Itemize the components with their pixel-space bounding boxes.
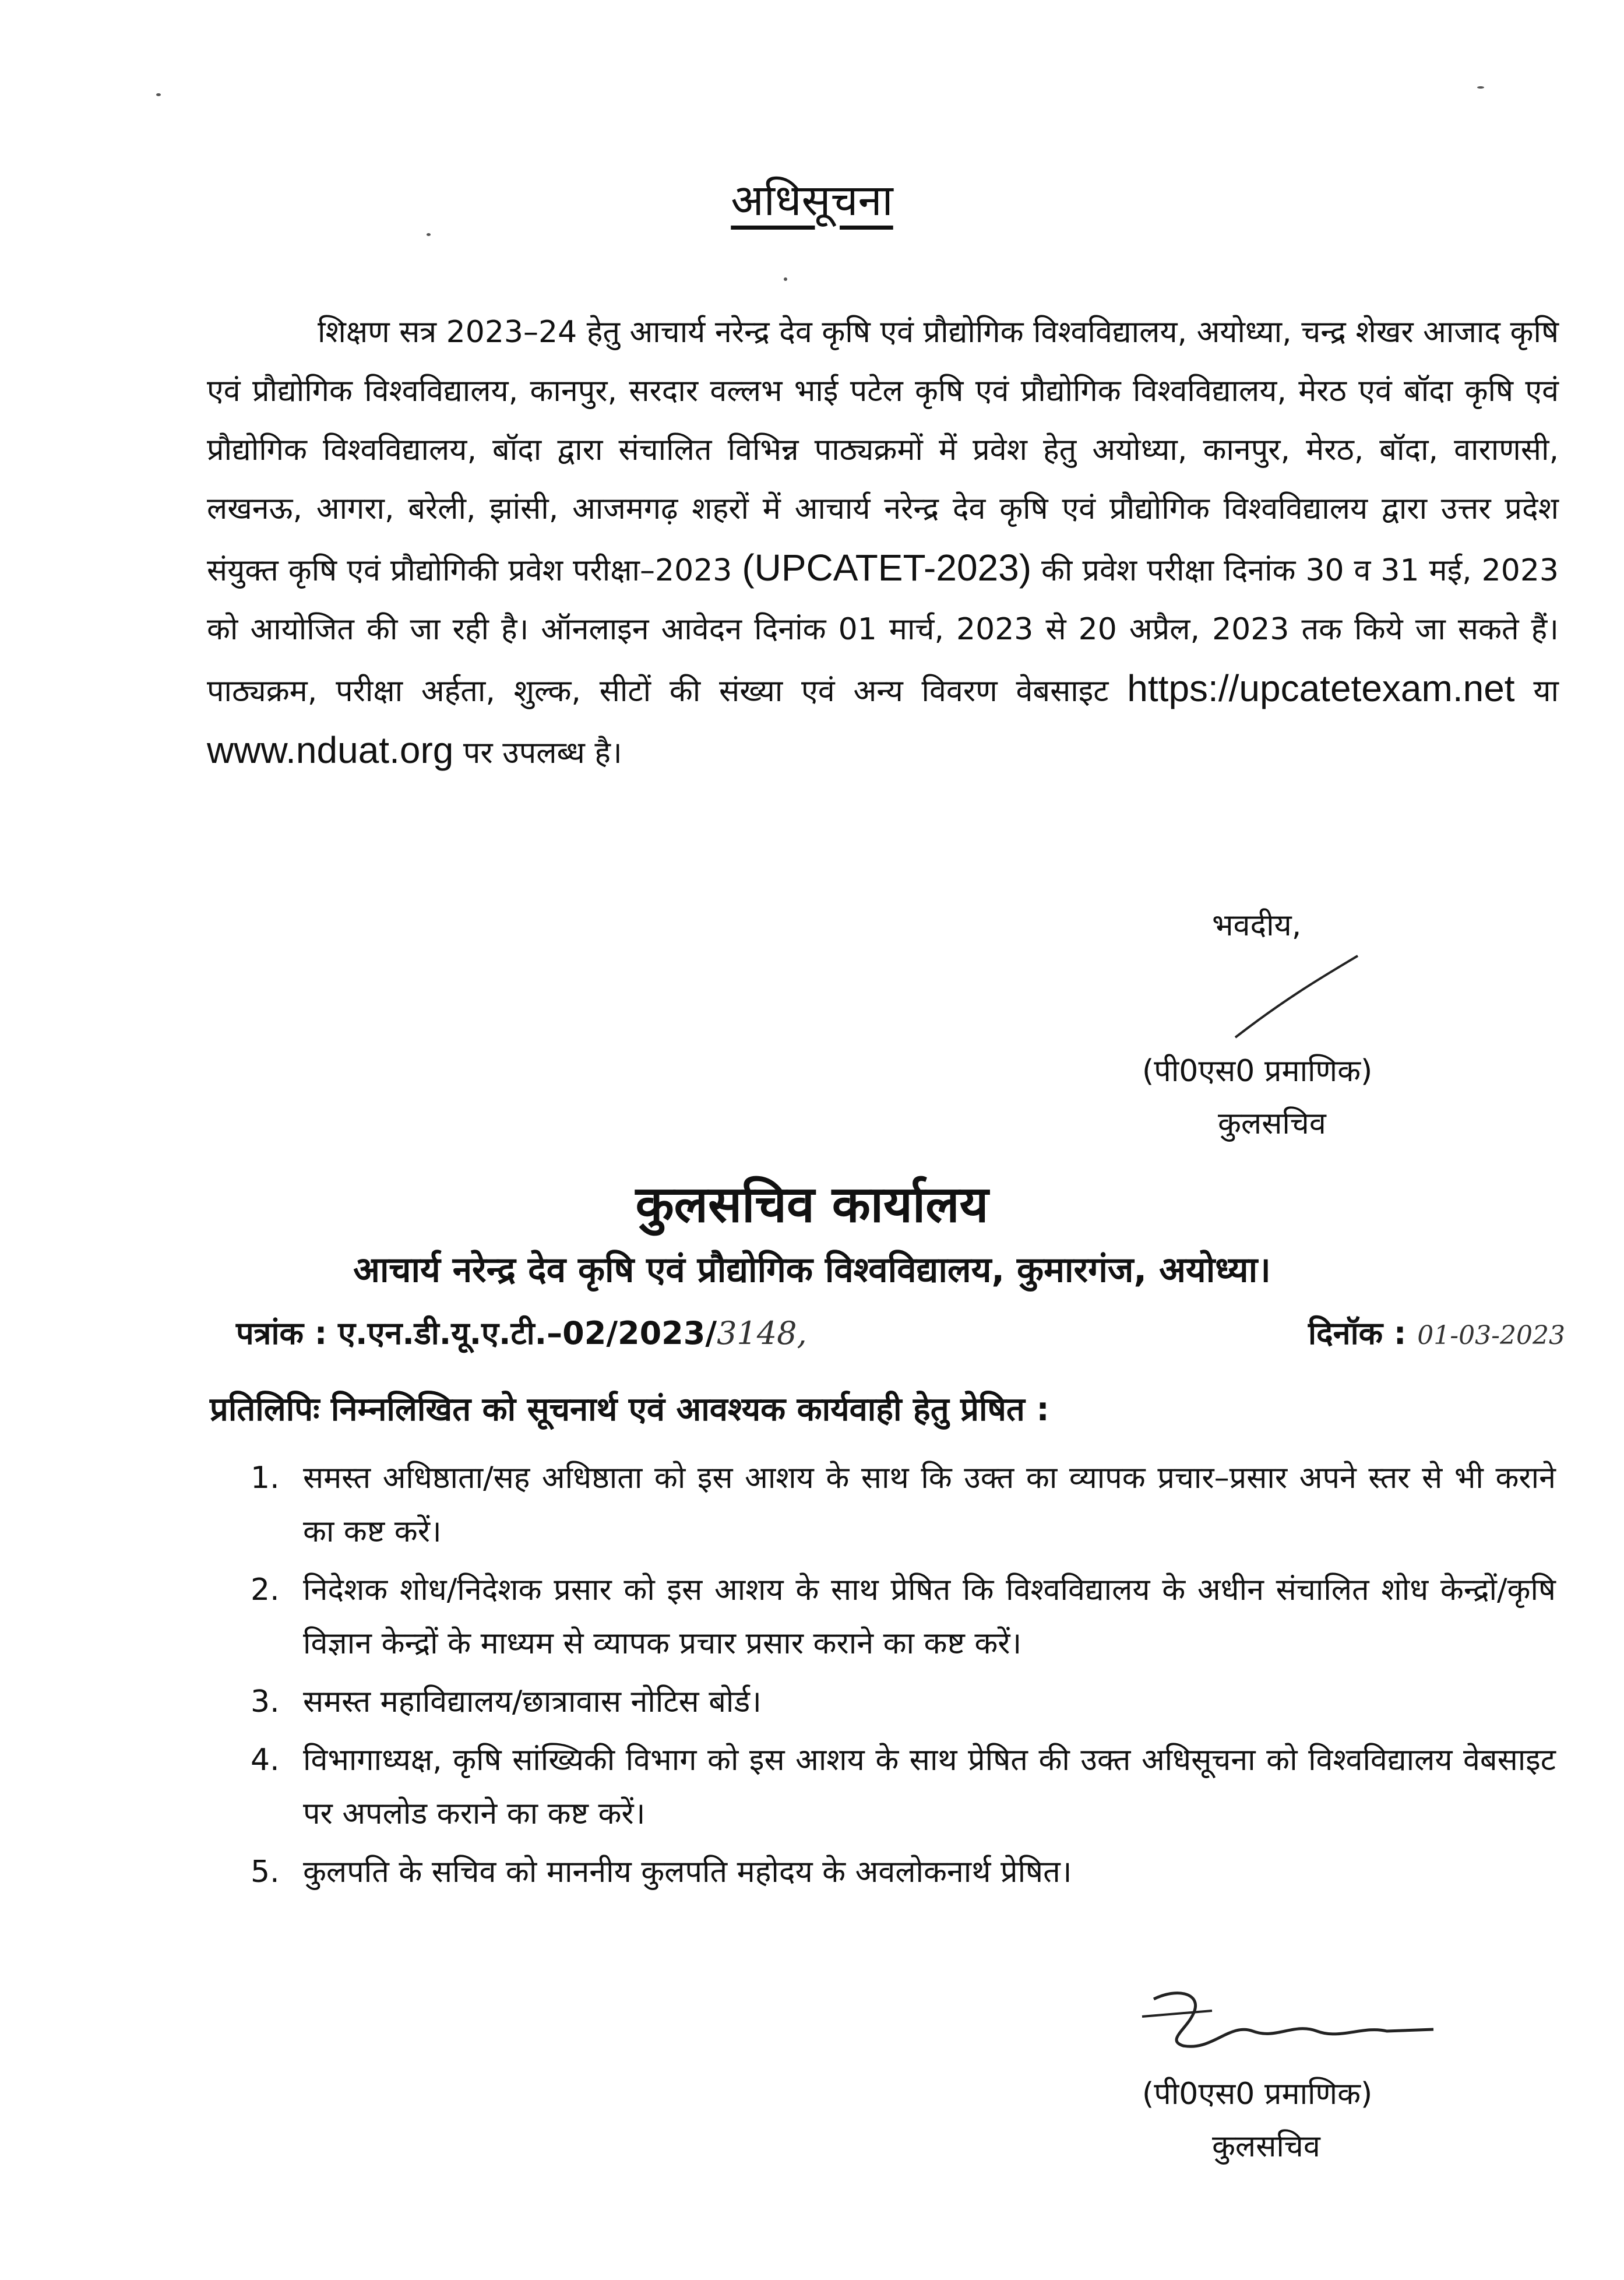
copy-heading: प्रतिलिपिः निम्नलिखित को सूचनार्थ एवं आवश्यक कार्यवाही हेतु प्रेषित :	[210, 1391, 1049, 1428]
list-item-number: 3.	[251, 1684, 280, 1719]
scan-speck	[1477, 86, 1484, 89]
connector-text: या	[1533, 674, 1559, 709]
list-item-text: निदेशक शोध/निदेशक प्रसार को इस आशय के साथ प्रेषित कि विश्वविद्यालय के अधीन संचालित शोध केन्द्रों/कृषि विज्ञान केन्द्रों के माध्यम से व्यापक प्रचार प्रसार कराने का कष्ट करें।	[303, 1572, 1556, 1661]
scan-speck	[427, 233, 431, 236]
reference-handwritten-number: 3148,	[717, 1315, 807, 1352]
list-item	[251, 1675, 1556, 1729]
list-item-number: 4.	[251, 1743, 280, 1778]
signatory-title: कुलसचिव	[1218, 1106, 1326, 1141]
signature-stroke-1	[1224, 950, 1375, 1043]
office-subtitle: आचार्य नरेन्द्र देव कृषि एवं प्रौद्योगिक विश्वविद्यालय, कुमारगंज, अयोध्या।	[353, 1250, 1271, 1290]
signature-stroke-2	[1130, 1976, 1457, 2063]
notice-body-part2: की प्रवेश परीक्षा दिनांक 30 व 31 मई, 2023 को आयोजित की जा रही है। ऑनलाइन आवेदन दिनांक 01 मार्च, 2023 से 20 अप्रैल, 2023 तक किये जा सकते हैं। पाठ्यक्रम, परीक्षा अर्हता, शुल्क, सीटों की संख्या एवं अन्य विवरण वेबसाइट	[207, 553, 1559, 709]
reference-number	[236, 1310, 807, 1353]
list-item-text: समस्त अधिष्ठाता/सह अधिष्ठाता को इस आशय के साथ कि उक्त का व्यापक प्रचार–प्रसार अपने स्तर से भी कराने का कष्ट करें।	[303, 1461, 1556, 1549]
list-item-number: 5.	[251, 1855, 280, 1890]
list-item-number: 2.	[251, 1572, 280, 1607]
list-item-text: समस्त महाविद्यालय/छात्रावास नोटिस बोर्ड।	[303, 1684, 762, 1719]
website-link-upcatet[interactable]: https://upcatetexam.net	[1127, 667, 1515, 709]
list-item	[251, 1733, 1556, 1841]
scan-speck	[784, 277, 787, 281]
signatory-name: (पी0एस0 प्रमाणिक)	[1142, 1054, 1373, 1089]
list-item	[251, 1845, 1556, 1899]
copy-signatory-name: (पी0एस0 प्रमाणिक)	[1142, 2077, 1373, 2112]
list-item-text: विभागाध्यक्ष, कृषि सांख्यिकी विभाग को इस आशय के साथ प्रेषित की उक्त अधिसूचना को विश्वविद्यालय वेबसाइट पर अपलोड कराने का कष्ट करें।	[303, 1743, 1556, 1831]
notice-title: अधिसूचना	[731, 175, 893, 226]
date-label: दिनॉक :	[1308, 1315, 1407, 1352]
list-item	[251, 1451, 1556, 1558]
copy-signatory-title: कुलसचिव	[1212, 2129, 1320, 2164]
closing: भवदीय,	[1212, 908, 1302, 943]
list-item-number: 1.	[251, 1461, 280, 1496]
reference-label: पत्रांक : ए.एन.डी.यू.ए.टी.–02/2023/	[236, 1315, 717, 1352]
website-link-nduat[interactable]: www.nduat.org	[207, 729, 454, 771]
exam-code: (UPCATET-2023)	[742, 547, 1032, 589]
scan-speck	[156, 93, 161, 96]
list-item-text: कुलपति के सचिव को माननीय कुलपति महोदय के अवलोकनार्थ प्रेषित।	[303, 1855, 1072, 1890]
office-title: कुलसचिव कार्यालय	[635, 1176, 989, 1234]
list-item	[251, 1563, 1556, 1670]
date-field	[1308, 1310, 1565, 1353]
copy-list	[251, 1451, 1556, 1903]
notice-body-part3: पर उपलब्ध है।	[463, 736, 622, 770]
date-value: 01-03-2023	[1417, 1321, 1565, 1350]
notice-body-part1: शिक्षण सत्र 2023–24 हेतु आचार्य नरेन्द्र देव कृषि एवं प्रौद्योगिक विश्वविद्यालय, अयोध्या, चन्द्र शेखर आजाद कृषि एवं प्रौद्योगिक विश्वविद्यालय, कानपुर, सरदार वल्लभ भाई पटेल कृषि एवं प्रौद्योगिक विश्वविद्यालय, मेरठ एवं बॉदा कृषि एवं प्रौद्योगिक विश्वविद्यालय, बॉदा द्वारा संचालित विभिन्न पाठ्यक्रमों में प्रवेश हेतु अयोध्या, कानपुर, मेरठ, बॉदा, वाराणसी, लखनऊ, आगरा, बरेली, झांसी, आजमगढ़ शहरों में आचार्य नरेन्द्र देव कृषि एवं प्रौद्योगिक विश्वविद्यालय द्वारा उत्तर प्रदेश संयुक्त कृषि एवं प्रौद्योगिकी प्रवेश परीक्षा–2023	[207, 315, 1559, 588]
notice-body	[207, 303, 1559, 783]
